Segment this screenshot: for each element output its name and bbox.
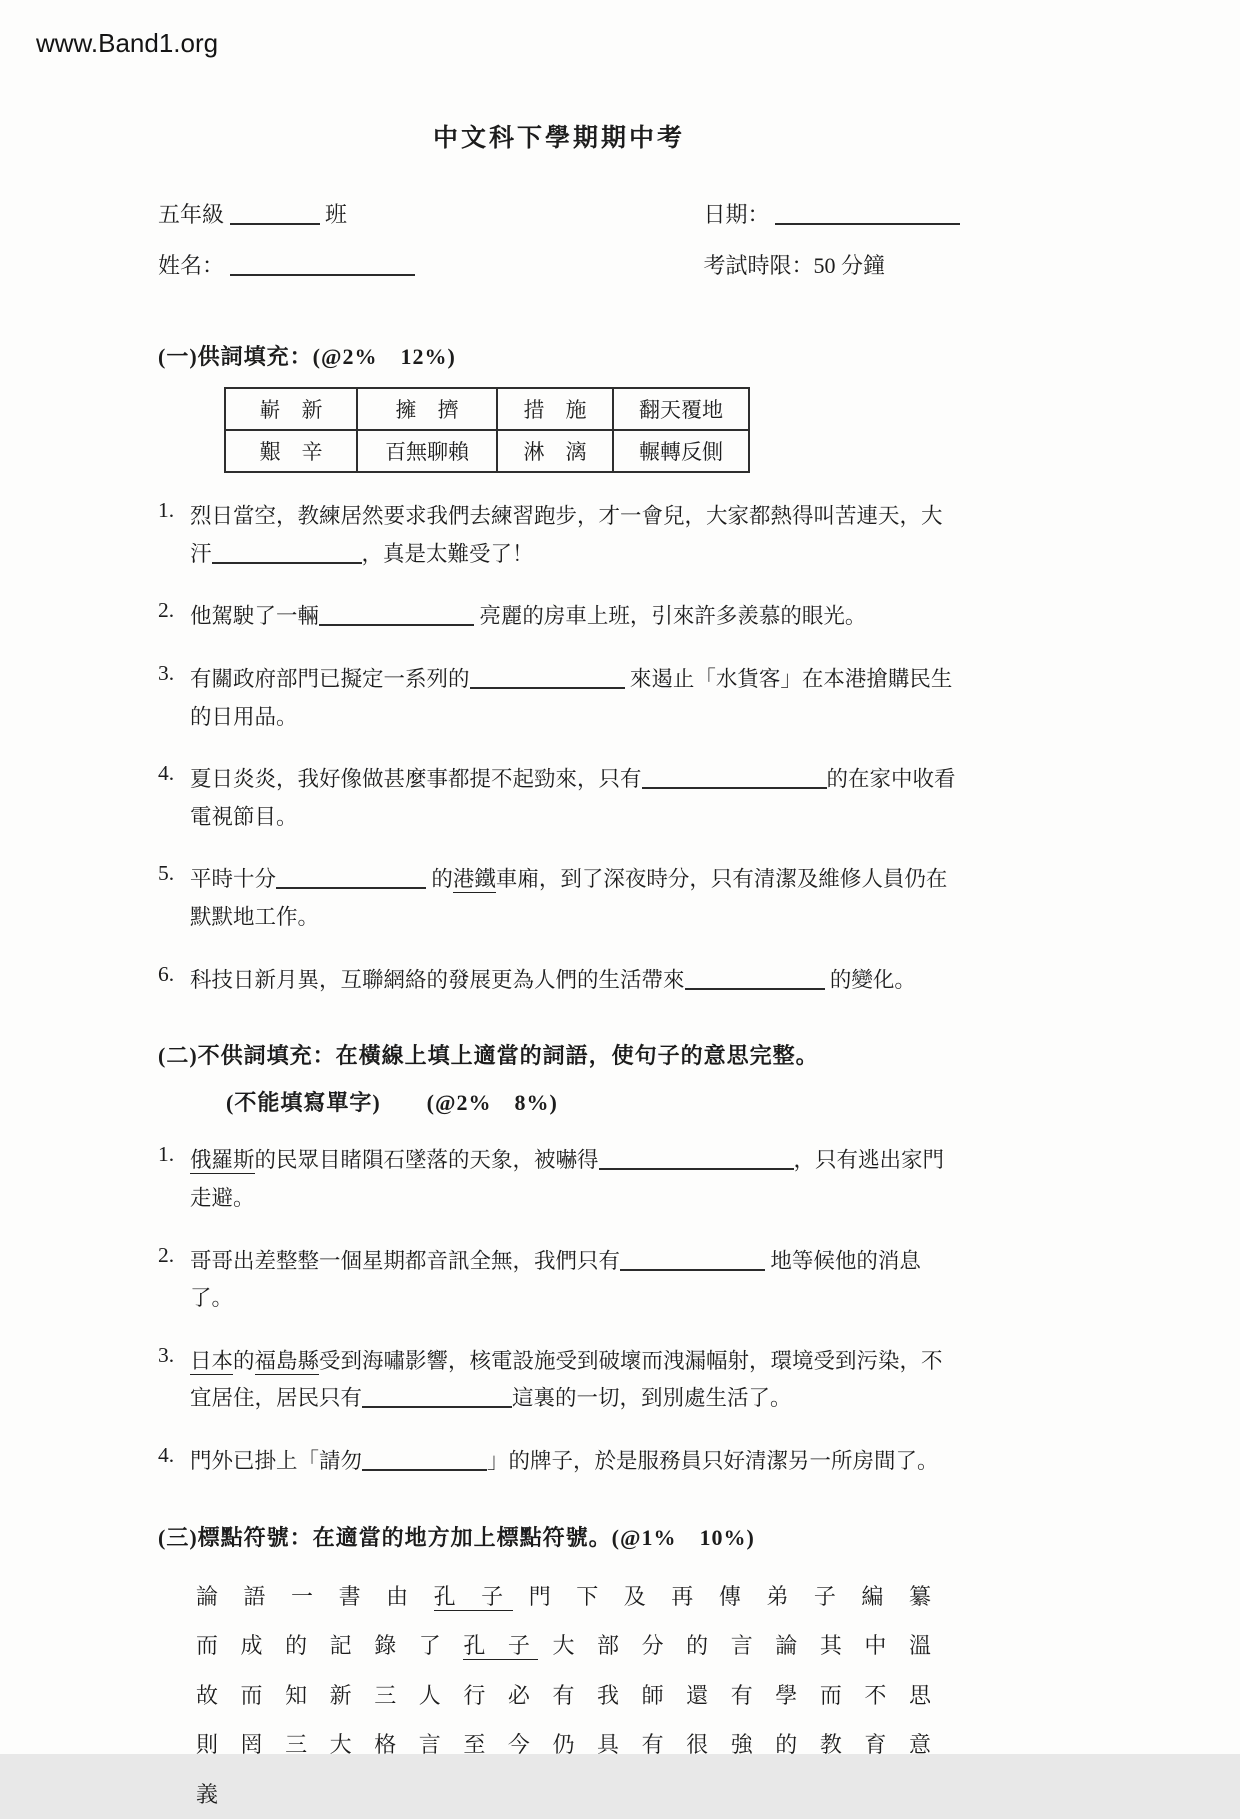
question-s1-3 [158, 661, 960, 736]
question-segment: 車廂，到了深夜時分，只有清潔及維修人員仍在默默地工作。 [190, 867, 948, 929]
question-segment: 科技日新月異，互聯網絡的發展更為人們的生活帶來 [190, 967, 685, 992]
date-label: 日期： [703, 202, 770, 227]
page-title: 中文科下學期期中考 [432, 125, 685, 152]
answer-blank[interactable] [362, 1448, 487, 1471]
date-blank[interactable] [775, 202, 960, 225]
question-number: 4. [158, 1443, 175, 1467]
punctuation-segment: 大 部 分 的 言 論 其 中 溫 [538, 1633, 932, 1659]
proper-noun-underline: 日本 [190, 1348, 234, 1373]
proper-noun-underline: 俄羅斯 [190, 1148, 255, 1173]
question-segment: 這裏的一切，到別處生活了。 [512, 1386, 792, 1411]
question-text [190, 661, 960, 736]
proper-noun-underline: 孔 子 [433, 1583, 514, 1609]
question-segment: 他駕駛了一輛 [190, 604, 320, 629]
class-blank[interactable] [230, 202, 320, 225]
question-number: 1. [158, 498, 175, 522]
question-text [190, 1443, 960, 1481]
word-bank-row [225, 388, 749, 430]
question-segment: ，真是太難受了！ [361, 541, 534, 566]
word-bank-cell: 百無聊賴 [357, 430, 497, 472]
proper-noun-underline: 孔 子 [463, 1633, 539, 1659]
question-number: 2. [158, 1242, 175, 1267]
question-number: 1. [158, 1142, 175, 1167]
question-segment: 的民眾目睹隕石墜落的天象，被嚇得 [254, 1148, 599, 1173]
question-segment: 烈日當空，教練居然要求我們去練習跑步，才一會兒，大家都熱得叫苦連天，大汗 [190, 504, 943, 566]
exam-header [158, 198, 960, 300]
punctuation-line [196, 1572, 932, 1622]
word-bank-cell: 措 施 [497, 388, 613, 430]
question-number: 4. [158, 761, 175, 786]
exam-content [158, 118, 960, 1819]
question-s2-2 [158, 1243, 960, 1318]
punctuation-segment: 門 下 及 再 傳 弟 子 編 纂 [513, 1583, 932, 1609]
question-segment: 的 [233, 1348, 255, 1373]
question-segment: 的在家中收看電視節目。 [190, 767, 956, 829]
question-number: 6. [158, 961, 175, 986]
word-bank-cell: 艱 辛 [225, 430, 357, 472]
question-s1-5 [158, 861, 960, 936]
header-left [158, 198, 415, 300]
answer-blank[interactable] [642, 767, 827, 790]
answer-blank[interactable] [620, 1248, 765, 1271]
question-number: 2. [158, 598, 175, 623]
word-bank-cell: 嶄 新 [225, 388, 357, 430]
question-segment: 的變化。 [829, 967, 916, 992]
answer-blank[interactable] [276, 867, 426, 890]
watermark: www.Band1.org [36, 28, 219, 58]
question-segment: 來遏止「水貨客」在本港搶購民生的日用品。 [190, 666, 953, 729]
question-segment: 哥哥出差整整一個星期都音訊全無，我們只有 [190, 1248, 621, 1273]
punctuation-segment: 而 成 的 記 錄 了 [196, 1633, 464, 1659]
question-segment: 亮麗的房車上班，引來許多羨慕的眼光。 [479, 604, 867, 629]
date-line [703, 198, 960, 229]
question-s2-1 [158, 1142, 960, 1217]
section2-subheading: (不能填寫單字) (@2% 8%) [226, 1090, 558, 1116]
question-number: 3. [158, 1342, 175, 1367]
question-text [190, 761, 960, 836]
answer-blank[interactable] [470, 666, 625, 689]
answer-blank[interactable] [599, 1148, 794, 1171]
question-s1-4 [158, 761, 960, 836]
answer-blank[interactable] [319, 604, 474, 627]
section3-heading: (三)標點符號：在適當的地方加上標點符號。(@1% 10%) [158, 1524, 755, 1550]
question-segment: 受到海嘯影響，核電設施受到破壞而洩漏幅射，環境受到污染，不宜居住，居民只有 [190, 1348, 943, 1411]
punctuation-line: 則 罔 三 大 格 言 至 今 仍 具 有 很 強 的 教 育 意 [196, 1732, 932, 1758]
word-bank-cell: 輾轉反側 [613, 430, 749, 472]
question-s2-3 [158, 1343, 960, 1418]
time-limit-line: 考試時限：50 分鐘 [703, 253, 885, 278]
answer-blank[interactable] [685, 967, 825, 990]
answer-blank[interactable] [362, 1386, 512, 1409]
question-text [190, 962, 960, 1000]
class-label: 班 [325, 202, 348, 227]
question-segment: 門外已掛上「請勿 [190, 1449, 363, 1473]
word-bank-row [225, 430, 749, 472]
question-segment: 平時十分 [190, 867, 277, 892]
question-s1-1 [158, 498, 960, 573]
word-bank-cell: 翻天覆地 [613, 388, 749, 430]
question-text [190, 861, 960, 936]
question-segment: 有關政府部門已擬定一系列的 [190, 666, 470, 691]
punctuation-line: 義 [196, 1781, 220, 1807]
question-text [190, 498, 960, 573]
grade-label: 五年級 [158, 202, 225, 227]
answer-blank[interactable] [212, 541, 362, 564]
punctuation-line [196, 1621, 932, 1671]
section1-heading: (一)供詞填充：(@2% 12%) [158, 344, 456, 369]
question-text [190, 1142, 960, 1217]
question-segment: ，只有逃出家門走避。 [190, 1148, 945, 1210]
question-number: 5. [158, 861, 175, 886]
question-text [190, 1243, 960, 1318]
question-segment: 」的牌子，於是服務員只好清潔另一所房間了。 [487, 1449, 939, 1473]
punctuation-segment: 論 語 一 書 由 [196, 1583, 434, 1609]
question-segment: 地等候他的消息了。 [190, 1248, 921, 1311]
question-s1-6 [158, 962, 960, 1000]
question-text [190, 1343, 960, 1418]
header-right [703, 198, 960, 300]
question-s1-2 [158, 598, 960, 636]
question-number: 3. [158, 660, 175, 685]
proper-noun-underline: 福島縣 [254, 1348, 320, 1373]
name-blank[interactable] [230, 253, 415, 276]
punctuation-line: 故 而 知 新 三 人 行 必 有 我 師 還 有 學 而 不 思 [196, 1682, 932, 1708]
word-bank-table [224, 387, 750, 473]
question-text [190, 598, 960, 636]
grade-class-line [158, 198, 415, 229]
question-segment: 的 [431, 867, 453, 892]
punctuation-exercise [196, 1572, 932, 1819]
word-bank-cell: 擁 擠 [357, 388, 497, 430]
section2-heading: (二)不供詞填充：在橫線上填上適當的詞語，使句子的意思完整。 [158, 1043, 819, 1069]
name-label: 姓名： [158, 253, 225, 278]
word-bank-cell: 淋 漓 [497, 430, 613, 472]
question-s2-4 [158, 1443, 960, 1481]
name-line [158, 249, 415, 280]
question-segment: 夏日炎炎，我好像做甚麼事都提不起勁來，只有 [190, 767, 642, 792]
proper-noun-underline: 港鐵 [452, 867, 496, 892]
